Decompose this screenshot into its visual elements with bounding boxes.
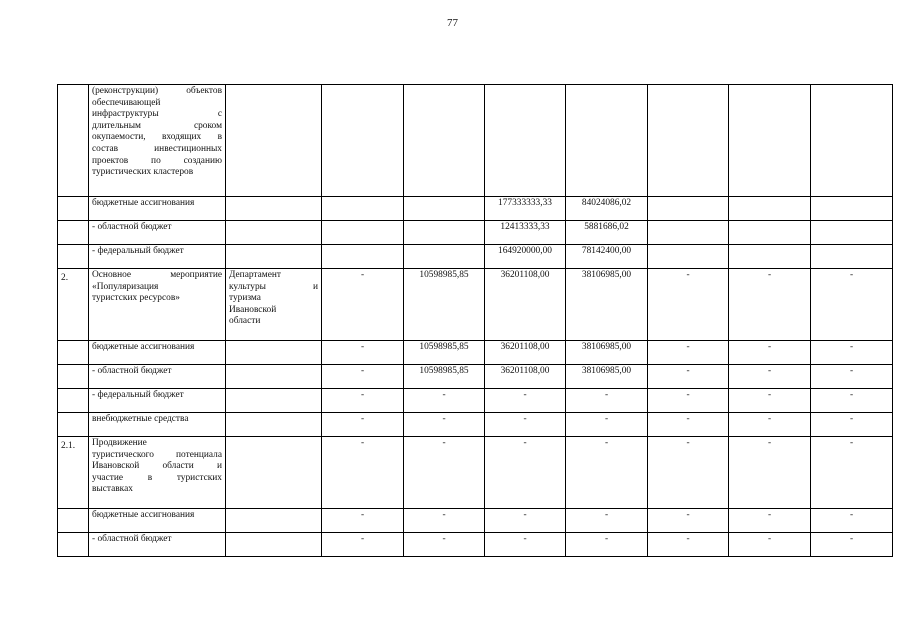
value-cell: - [811,389,893,413]
value-cell [648,85,729,197]
row-name-line: обеспечивающей [92,97,161,108]
row-number-cell [58,365,89,389]
value-cell: 12413333,33 [485,221,566,245]
row-name-line: бюджетные ассигнования [92,342,195,352]
row-name-cell [89,365,226,389]
value-cell: 5881686,02 [566,221,648,245]
value-cell: - [648,533,729,557]
row-number-cell [58,341,89,365]
table-row [58,269,893,341]
table-row [58,341,893,365]
row-executor-line: культуры и [229,281,318,292]
value-cell: - [566,509,648,533]
row-name-cell [89,197,226,221]
value-cell: - [404,437,485,509]
value-cell: - [322,509,404,533]
row-executor-line: туризма [229,293,261,304]
value-cell: 177333333,33 [485,197,566,221]
row-name-cell [89,509,226,533]
row-name-line: - федеральный бюджет [92,246,184,256]
value-cell: - [648,413,729,437]
value-cell [811,85,893,197]
value-cell [404,85,485,197]
row-name-cell [89,533,226,557]
row-executor-cell [226,533,322,557]
value-cell [648,245,729,269]
value-cell: - [648,509,729,533]
value-cell: 38106985,00 [566,341,648,365]
row-number-cell [58,245,89,269]
row-executor-line: области [229,316,261,327]
value-cell: - [729,533,811,557]
table-row [58,197,893,221]
value-cell: - [648,365,729,389]
value-cell: 10598985,85 [404,365,485,389]
row-number-cell [58,221,89,245]
value-cell: - [648,389,729,413]
value-cell: - [729,437,811,509]
row-name-line: проектов по созданию [92,155,222,166]
table-row [58,221,893,245]
value-cell [729,85,811,197]
value-cell [322,85,404,197]
row-executor-cell [226,389,322,413]
row-name-line: «Популяризация [92,281,159,292]
row-number-cell [58,197,89,221]
value-cell: - [566,533,648,557]
row-executor-cell [226,221,322,245]
table-row [58,509,893,533]
value-cell [566,85,648,197]
value-cell: - [404,533,485,557]
row-name-line: Ивановской области и [92,461,222,472]
value-cell: - [729,365,811,389]
row-executor-cell [226,245,322,269]
row-name-line: - областной бюджет [92,534,172,544]
row-executor-cell [226,85,322,197]
value-cell [729,197,811,221]
value-cell: - [322,389,404,413]
value-cell: - [485,389,566,413]
value-cell: 164920000,00 [485,245,566,269]
value-cell: - [566,389,648,413]
value-cell: - [322,413,404,437]
value-cell: - [729,413,811,437]
row-name-line: выставках [92,484,133,495]
value-cell: - [485,437,566,509]
table-row [58,389,893,413]
row-number-cell [58,509,89,533]
value-cell: - [811,365,893,389]
table-row [58,437,893,509]
row-name-line: внебюджетные средства [92,414,189,424]
value-cell: - [648,341,729,365]
value-cell: - [811,269,893,341]
row-executor-cell [226,413,322,437]
table-row [58,85,893,197]
value-cell: - [322,533,404,557]
row-name-line: туристического потенциала [92,449,222,460]
row-name-line: - областной бюджет [92,366,172,376]
value-cell: - [729,389,811,413]
value-cell: - [322,341,404,365]
value-cell [322,197,404,221]
table-row [58,245,893,269]
row-name-line: Продвижение [92,438,147,448]
row-name-cell [89,221,226,245]
row-number-cell [58,533,89,557]
value-cell: - [322,365,404,389]
value-cell [811,197,893,221]
row-executor-cell [226,509,322,533]
value-cell [485,85,566,197]
row-name-line: инфраструктуры с [92,109,222,120]
value-cell: - [485,509,566,533]
value-cell: - [811,413,893,437]
value-cell: 78142400,00 [566,245,648,269]
row-number-cell: 2. [58,269,89,341]
row-name-line: окупаемости, входящих в [92,132,222,143]
row-name-cell [89,269,226,341]
value-cell [811,245,893,269]
row-name-line: участие в туристских [92,472,222,483]
value-cell: 36201108,00 [485,269,566,341]
value-cell [322,221,404,245]
value-cell: 38106985,00 [566,269,648,341]
value-cell [404,221,485,245]
row-executor-line: Департамент [229,270,281,280]
table-row [58,365,893,389]
value-cell [648,221,729,245]
value-cell: - [485,413,566,437]
table-row [58,413,893,437]
value-cell [404,245,485,269]
value-cell: - [322,437,404,509]
row-number-cell: 2.1. [58,437,89,509]
row-name-line: длительным сроком [92,120,222,131]
value-cell: - [729,269,811,341]
value-cell [729,245,811,269]
value-cell: 36201108,00 [485,365,566,389]
value-cell: 84024086,02 [566,197,648,221]
value-cell: 10598985,85 [404,269,485,341]
row-executor-line: Ивановской [229,304,277,315]
row-name-line: бюджетные ассигнования [92,198,195,208]
row-name-line: - областной бюджет [92,222,172,232]
value-cell: 38106985,00 [566,365,648,389]
value-cell [322,245,404,269]
value-cell [648,197,729,221]
value-cell: - [811,509,893,533]
row-name-cell [89,245,226,269]
value-cell: 10598985,85 [404,341,485,365]
value-cell: - [811,341,893,365]
row-number-cell [58,85,89,197]
value-cell: - [648,437,729,509]
value-cell: - [729,341,811,365]
budget-table [57,84,893,557]
row-name-line: туристских ресурсов» [92,293,180,304]
value-cell: - [404,413,485,437]
row-name-cell [89,413,226,437]
value-cell: 36201108,00 [485,341,566,365]
table-row [58,533,893,557]
value-cell: - [811,533,893,557]
row-number-cell [58,389,89,413]
row-name-cell [89,389,226,413]
value-cell: - [648,269,729,341]
row-executor-cell [226,341,322,365]
row-name-line: состав инвестиционных [92,143,222,154]
value-cell: - [566,437,648,509]
row-name-line: - федеральный бюджет [92,390,184,400]
row-name-line: Основное мероприятие [92,270,222,280]
row-executor-cell [226,269,322,341]
row-executor-cell [226,197,322,221]
value-cell [404,197,485,221]
value-cell [811,221,893,245]
row-name-cell [89,437,226,509]
row-name-cell [89,341,226,365]
value-cell: - [404,389,485,413]
page-number: 77 [447,17,458,29]
row-executor-cell [226,437,322,509]
value-cell: - [811,437,893,509]
value-cell: - [322,269,404,341]
value-cell: - [729,509,811,533]
row-name-line: бюджетные ассигнования [92,510,195,520]
row-name-line: (реконструкции) объектов [92,86,222,96]
value-cell: - [485,533,566,557]
value-cell [729,221,811,245]
row-name-line: туристических кластеров [92,167,194,178]
row-executor-cell [226,365,322,389]
value-cell: - [566,413,648,437]
row-number-cell [58,413,89,437]
row-name-cell [89,85,226,197]
value-cell: - [404,509,485,533]
